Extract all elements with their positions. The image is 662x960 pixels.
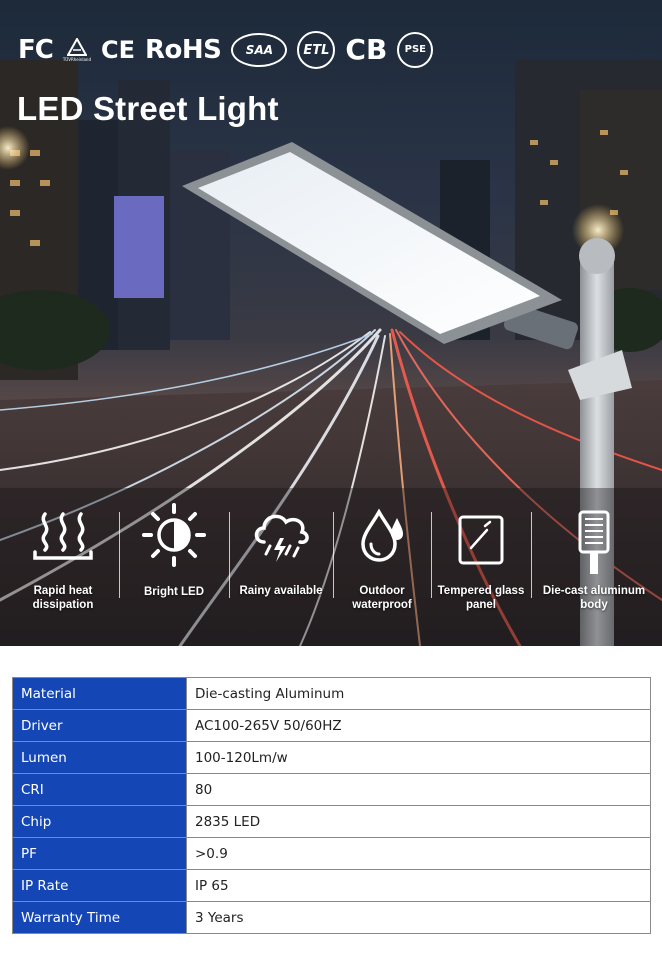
- table-row: [13, 742, 651, 774]
- spec-key: CRI: [13, 774, 187, 806]
- glass-panel-icon: [457, 514, 505, 566]
- spec-key: Lumen: [13, 742, 187, 774]
- table-row: [13, 870, 651, 902]
- certification-logos: [18, 30, 433, 70]
- spec-value: >0.9: [187, 838, 651, 870]
- feature-rainy: [230, 488, 332, 646]
- spec-value: 2835 LED: [187, 806, 651, 838]
- feature-waterproof: [334, 488, 430, 646]
- page-title: LED Street Light: [17, 90, 279, 127]
- feature-label: Die-cast aluminum body: [542, 585, 646, 611]
- spec-value: IP 65: [187, 870, 651, 902]
- feature-label: Rainy available: [239, 585, 323, 597]
- table-row: [13, 710, 651, 742]
- heat-waves-icon: [31, 508, 95, 562]
- spec-value: 3 Years: [187, 902, 651, 934]
- table-row: [13, 838, 651, 870]
- spec-key: Material: [13, 678, 187, 710]
- table-row: [13, 774, 651, 806]
- spec-key: Chip: [13, 806, 187, 838]
- rohs-logo: RoHS: [145, 35, 222, 65]
- feature-tempered-glass: [432, 488, 530, 646]
- water-drop-icon: [357, 508, 407, 564]
- feature-strip: [0, 488, 662, 646]
- sun-icon: [141, 502, 207, 568]
- fcc-logo: FC: [18, 35, 53, 65]
- spec-value: Die-casting Aluminum: [187, 678, 651, 710]
- rain-cloud-icon: [250, 508, 312, 564]
- feature-bright-led: [120, 488, 228, 646]
- spec-key: Driver: [13, 710, 187, 742]
- feature-die-cast-body: [532, 488, 656, 646]
- table-row: [13, 678, 651, 710]
- spec-value: AC100-265V 50/60HZ: [187, 710, 651, 742]
- spec-value: 80: [187, 774, 651, 806]
- cb-logo: CB: [345, 33, 388, 66]
- saa-logo: SAA: [231, 33, 287, 67]
- tuv-logo-text: TÜVRheinland: [62, 57, 92, 62]
- pse-logo: PSE: [397, 32, 433, 68]
- feature-label: Outdoor waterproof: [352, 585, 412, 611]
- aluminum-body-icon: [576, 510, 612, 576]
- table-row: [13, 902, 651, 934]
- feature-heat-dissipation: [8, 488, 118, 646]
- feature-label: Rapid heat dissipation: [32, 585, 94, 611]
- spec-key: Warranty Time: [13, 902, 187, 934]
- feature-label: Bright LED: [143, 586, 205, 598]
- tuv-triangle-icon: [67, 38, 87, 56]
- spec-key: PF: [13, 838, 187, 870]
- tuv-logo: [63, 38, 91, 62]
- feature-label: Tempered glass panel: [437, 585, 525, 611]
- spec-table: [12, 677, 651, 934]
- ce-logo: CE: [101, 36, 136, 64]
- etl-logo: ETL: [297, 31, 335, 69]
- spec-value: 100-120Lm/w: [187, 742, 651, 774]
- table-row: [13, 806, 651, 838]
- spec-key: IP Rate: [13, 870, 187, 902]
